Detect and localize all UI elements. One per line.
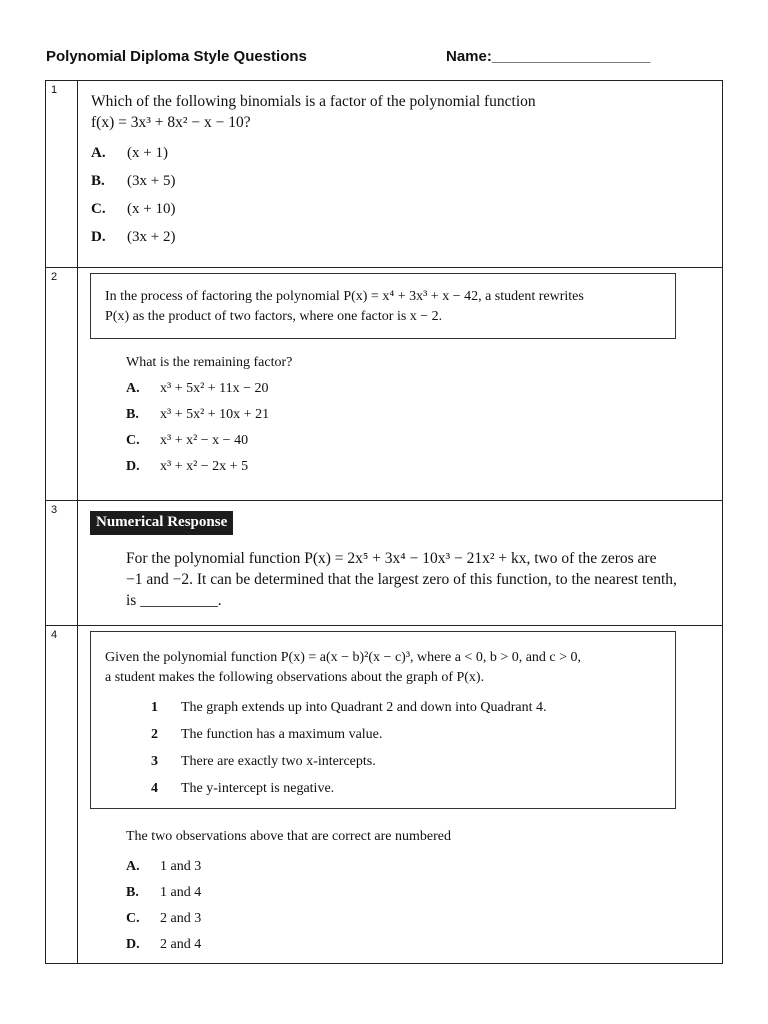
- observation-text: The graph extends up into Quadrant 2 and down into Quadrant 4.: [181, 700, 547, 715]
- question-number: 2: [46, 268, 78, 501]
- question-4-question: The two observations above that are correct are numbered: [126, 829, 451, 844]
- option-letter: B.: [91, 173, 105, 189]
- option-letter: D.: [126, 459, 140, 474]
- option-letter: C.: [91, 201, 106, 217]
- question-4-prompt-box: [90, 631, 676, 809]
- option-b: [126, 885, 722, 911]
- question-number: 4: [46, 626, 78, 964]
- question-4-options: [126, 859, 722, 963]
- question-row-3: [46, 501, 723, 626]
- question-3-content: [78, 501, 723, 626]
- option-text: x³ + x² − 2x + 5: [160, 459, 249, 474]
- option-text: 1 and 4: [160, 885, 202, 900]
- option-letter: C.: [126, 911, 140, 926]
- observations-list: [105, 688, 675, 808]
- question-1-stem-line1: Which of the following binomials is a factor of the polynomial function: [91, 93, 536, 110]
- option-d: [126, 459, 722, 485]
- option-letter: B.: [126, 885, 139, 900]
- observation-item: [151, 700, 675, 727]
- option-letter: A.: [91, 145, 106, 161]
- observation-item: [151, 781, 675, 808]
- option-text: 1 and 3: [160, 859, 202, 874]
- option-a: [91, 145, 722, 173]
- question-2-content: [78, 268, 723, 501]
- option-text: (x + 1): [127, 145, 168, 161]
- question-number: 3: [46, 501, 78, 626]
- observation-item: [151, 754, 675, 781]
- question-1-stem-line2: f(x) = 3x³ + 8x² − x − 10?: [91, 114, 251, 131]
- option-text: (x + 10): [127, 201, 176, 217]
- question-4-prompt-line1: Given the polynomial function P(x) = a(x − b)²(x − c)³, where a < 0, b > 0, and c > 0,: [105, 650, 582, 665]
- option-text: 2 and 4: [160, 937, 202, 952]
- option-letter: A.: [126, 381, 140, 396]
- observation-item: [151, 727, 675, 754]
- option-text: x³ + 5x² + 10x + 21: [160, 407, 270, 422]
- observation-number: 2: [151, 727, 158, 742]
- option-text: (3x + 2): [127, 229, 176, 245]
- option-letter: D.: [91, 229, 106, 245]
- question-4-content: [78, 626, 723, 964]
- option-c: [126, 911, 722, 937]
- worksheet-title: Polynomial Diploma Style Questions: [46, 48, 307, 65]
- option-text: x³ + x² − x − 40: [160, 433, 249, 448]
- option-letter: D.: [126, 937, 140, 952]
- option-b: [91, 173, 722, 201]
- question-2-prompt-box: [90, 273, 676, 339]
- option-d: [126, 937, 722, 963]
- question-2-prompt-line2: P(x) as the product of two factors, where one factor is x − 2.: [105, 309, 443, 324]
- observation-text: The function has a maximum value.: [181, 727, 383, 742]
- option-b: [126, 407, 722, 433]
- question-2-question: What is the remaining factor?: [126, 355, 293, 370]
- option-c: [91, 201, 722, 229]
- numerical-response-badge: Numerical Response: [90, 511, 233, 535]
- observation-number: 4: [151, 781, 158, 796]
- name-field-label: Name:___________________: [446, 48, 651, 65]
- question-3-line1: For the polynomial function P(x) = 2x⁵ + 3x⁴ − 10x³ − 21x² + kx, two of the zeros are: [126, 550, 657, 567]
- question-1-content: [78, 81, 723, 268]
- option-a: [126, 859, 722, 885]
- question-1-options: [91, 145, 722, 257]
- option-text: x³ + 5x² + 11x − 20: [160, 381, 269, 396]
- question-row-2: [46, 268, 723, 501]
- option-d: [91, 229, 722, 257]
- option-text: 2 and 3: [160, 911, 202, 926]
- observation-text: There are exactly two x-intercepts.: [181, 754, 376, 769]
- question-row-4: [46, 626, 723, 964]
- observation-number: 3: [151, 754, 158, 769]
- questions-table: [45, 80, 723, 964]
- option-letter: B.: [126, 407, 139, 422]
- question-3-line3: is __________.: [126, 592, 222, 609]
- option-c: [126, 433, 722, 459]
- question-number: 1: [46, 81, 78, 268]
- option-a: [126, 381, 722, 407]
- option-letter: C.: [126, 433, 140, 448]
- question-3-line2: −1 and −2. It can be determined that the largest zero of this function, to the nearest tenth,: [126, 571, 677, 588]
- question-row-1: [46, 81, 723, 268]
- observation-number: 1: [151, 700, 158, 715]
- option-text: (3x + 5): [127, 173, 176, 189]
- question-4-prompt-line2: a student makes the following observations about the graph of P(x).: [105, 670, 485, 685]
- question-2-options: [126, 381, 722, 485]
- question-2-prompt-line1: In the process of factoring the polynomial P(x) = x⁴ + 3x³ + x − 42, a student rewrites: [105, 289, 584, 304]
- observation-text: The y-intercept is negative.: [181, 781, 335, 796]
- option-letter: A.: [126, 859, 140, 874]
